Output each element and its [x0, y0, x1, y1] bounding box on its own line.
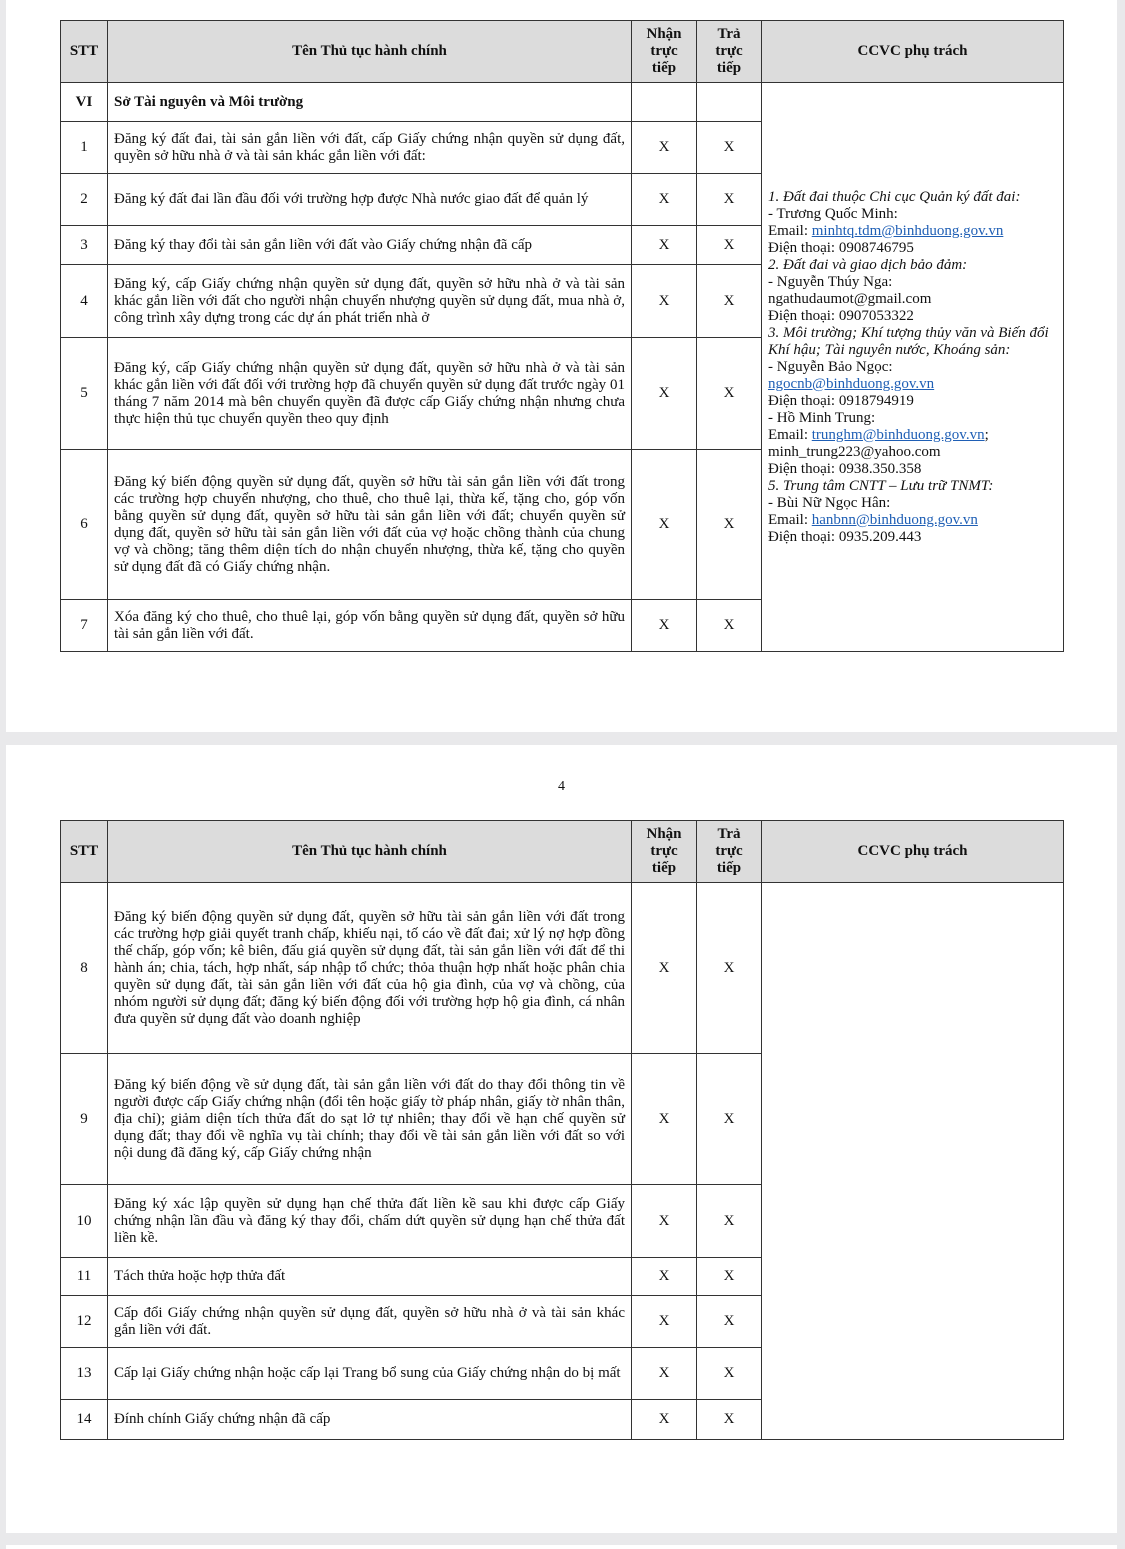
page-number: 4	[558, 779, 565, 794]
header-stt: STT	[61, 21, 108, 83]
table-header-row	[61, 821, 1064, 883]
section-name: Sở Tài nguyên và Môi trường	[108, 83, 632, 122]
officer-contacts: 1. Đất đai thuộc Chi cục Quản ký đất đai: - Trương Quốc Minh: Email: minhtq.tdm@binhduong.gov.vn Điện thoại: 0908746795 2. Đất đai và giao dịch bảo đảm: - Nguyễn Thúy Nga: ngathudaumot@gmail.com Điện thoại: 0907053322 3. Môi trường; Khí tượng thủy văn và Biến đổi Khí hậu; Tài nguyên nước, Khoáng sản: - Nguyễn Bảo Ngọc: ngocnb@binhduong.gov.vn Điện thoại: 0918794919 - Hồ Minh Trung: Email: trunghm@binhduong.gov.vn; minh_trung223@yahoo.com Điện thoại: 0938.350.358 5. Trung tâm CNTT – Lưu trữ TNMT: - Bùi Nữ Ngọc Hân: Email: hanbnn@binhduong.gov.vn Điện thoại: 0935.209.443	[762, 83, 1064, 652]
document-page-2	[6, 745, 1117, 1533]
table-header-row	[61, 21, 1064, 83]
section-receive-cell	[632, 83, 697, 122]
header-stt: STT	[61, 821, 108, 883]
header-receive-direct: Nhận trực tiếp	[632, 821, 697, 883]
document-page-1	[6, 0, 1117, 732]
next-page-edge	[6, 1545, 1117, 1549]
officer-cell-empty	[762, 883, 1064, 1440]
header-procedure-name: Tên Thủ tục hành chính	[108, 21, 632, 83]
table-row: 4 Đăng ký, cấp Giấy chứng nhận quyền sử dụng đất, quyền sở hữu nhà ở và tài sản khác gắn liền với đất cho người nhận chuyển nhượng quyền sử dụng đất, mua nhà ở, công trình xây dựng trong các dự án phát triển nhà ở X X	[61, 265, 1064, 338]
table-row: 2 Đăng ký đất đai lần đầu đối với trường hợp được Nhà nước giao đất để quản lý X X	[61, 174, 1064, 226]
table-row: 12 Cấp đổi Giấy chứng nhận quyền sử dụng đất, quyền sở hữu nhà ở và tài sản khác gắn liền với đất. X X	[61, 1296, 1064, 1348]
email-link[interactable]: trunghm@binhduong.gov.vn	[811, 426, 985, 443]
table-row: 13 Cấp lại Giấy chứng nhận hoặc cấp lại Trang bổ sung của Giấy chứng nhận do bị mất X X	[61, 1348, 1064, 1400]
table-row: 6 Đăng ký biến động quyền sử dụng đất, quyền sở hữu tài sản gắn liền với đất trong các trường hợp chuyển nhượng, cho thuê, cho thuê lại, thừa kế, tặng cho, góp vốn bằng quyền sử dụng đất, quyền sở hữu tài sản gắn liền với đất; chuyển quyền sử dụng đất, quyền sở hữu tài sản gắn liền với đất của vợ hoặc chồng thành của chung vợ và chồng; tăng thêm diện tích do nhận chuyển nhượng, thừa kế, tặng cho quyền sử dụng đất đã có Giấy chứng nhận. X X	[61, 450, 1064, 600]
header-procedure-name: Tên Thủ tục hành chính	[108, 821, 632, 883]
email-link[interactable]: hanbnn@binhduong.gov.vn	[811, 511, 978, 528]
section-row	[61, 83, 1064, 122]
procedures-table-page-2	[60, 820, 1064, 1440]
table-row: 8 Đăng ký biến động quyền sử dụng đất, quyền sở hữu tài sản gắn liền với đất trong các trường hợp giải quyết tranh chấp, khiếu nại, tố cáo về đất đai; xử lý nợ hợp đồng thế chấp, góp vốn; kê biên, đấu giá quyền sử dụng đất, tài sản gắn liền với đất để thi hành án; chia, tách, hợp nhất, sáp nhập tổ chức; thỏa thuận hợp nhất hoặc phân chia quyền sử dụng đất, tài sản gắn liền với đất của hộ gia đình, của vợ và chồng, của nhóm người sử dụng đất; đăng ký biến động đối với trường hợp hộ gia đình, cá nhân đưa quyền sử dụng đất vào doanh nghiệp X X	[61, 883, 1064, 1054]
header-return-direct: Trả trực tiếp	[697, 21, 762, 83]
email-link[interactable]: ngocnb@binhduong.gov.vn	[768, 375, 935, 392]
header-receive-direct: Nhận trực tiếp	[632, 21, 697, 83]
header-officer: CCVC phụ trách	[762, 21, 1064, 83]
table-row: 1 Đăng ký đất đai, tài sản gắn liền với đất, cấp Giấy chứng nhận quyền sử dụng đất, quyền sở hữu nhà ở và tài sản khác gắn liền với đất: X X	[61, 122, 1064, 174]
table-row: 7 Xóa đăng ký cho thuê, cho thuê lại, góp vốn bằng quyền sử dụng đất, quyền sở hữu tài sản gắn liền với đất. X X	[61, 600, 1064, 652]
section-stt: VI	[61, 83, 108, 122]
table-row: 3 Đăng ký thay đổi tài sản gắn liền với đất vào Giấy chứng nhận đã cấp X X	[61, 226, 1064, 265]
table-row: 14 Đính chính Giấy chứng nhận đã cấp X X	[61, 1400, 1064, 1440]
table-row: 9 Đăng ký biến động về sử dụng đất, tài sản gắn liền với đất do thay đổi thông tin về người được cấp Giấy chứng nhận (đổi tên hoặc giấy tờ pháp nhân, giấy tờ nhân thân, địa chỉ); giảm diện tích thửa đất do sạt lở tự nhiên; thay đổi về hạn chế quyền sử dụng đất; thay đổi về nghĩa vụ tài chính; thay đổi về tài sản gắn liền với đất so với nội dung đã đăng ký, cấp Giấy chứng nhận X X	[61, 1054, 1064, 1185]
header-officer: CCVC phụ trách	[762, 821, 1064, 883]
table-row: 11 Tách thửa hoặc hợp thửa đất X X	[61, 1258, 1064, 1296]
section-return-cell	[697, 83, 762, 122]
header-return-direct: Trả trực tiếp	[697, 821, 762, 883]
procedures-table-page-1	[60, 20, 1064, 652]
email-link[interactable]: minhtq.tdm@binhduong.gov.vn	[811, 222, 1004, 239]
table-row: 5 Đăng ký, cấp Giấy chứng nhận quyền sử dụng đất, quyền sở hữu nhà ở và tài sản khác gắn liền với đất đối với trường hợp đã chuyển quyền sử dụng đất trước ngày 01 tháng 7 năm 2014 mà bên chuyển quyền đã được cấp Giấy chứng nhận nhưng chưa thực hiện thủ tục chuyển quyền theo quy định X X	[61, 338, 1064, 450]
table-row: 10 Đăng ký xác lập quyền sử dụng hạn chế thửa đất liền kề sau khi được cấp Giấy chứng nhận lần đầu và đăng ký thay đổi, chấm dứt quyền sử dụng hạn chế thửa đất liền kề. X X	[61, 1185, 1064, 1258]
